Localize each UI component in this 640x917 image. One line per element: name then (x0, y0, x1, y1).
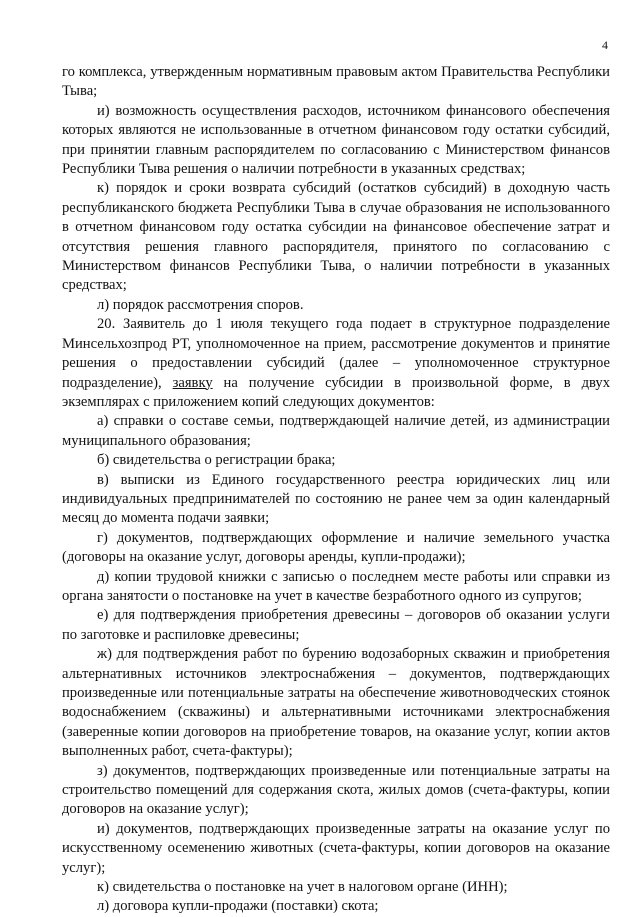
document-item-g: г) документов, подтверждающих оформление и наличие земельного участка (договоры на оказание услуг, договоры аренды, купли-продажи); (62, 529, 610, 566)
document-item-b: б) свидетельства о регистрации брака; (97, 452, 336, 469)
document-item-l: л) договора купли-продажи (поставки) скота; (97, 898, 379, 915)
document-item-a: а) справки о составе семьи, подтверждающей наличие детей, из администрации муниципального образования; (62, 413, 610, 449)
document-item-zh: ж) для подтверждения работ по бурению водозаборных скважин и приобретения альтернативных источников электроснабжения – документов, подтверждающих произведенные или потенциальные затраты на обеспечение животноводческих стоянок водоснабжением (скважины) и альтернативными источниками электроснабжения (заверенные копии договоров на приобретение товаров, на оказание услуг, копии актов выполненных работ, счета-фактуры); (62, 646, 610, 760)
paragraph-20-text-after: на получение субсидии в произвольной форме, в двух экземплярах с приложением копий следующих документов: (62, 374, 611, 410)
page-number: 4 (602, 38, 608, 52)
application-link[interactable]: заявку (172, 374, 213, 391)
document-item-d: д) копии трудовой книжки с записью о последнем месте работы или справки из органа занятости о постановке на учет в качестве безработного одного из супругов; (62, 568, 610, 604)
paragraph-continuation: го комплекса, утвержденным нормативным правовым актом Правительства Республики Тыва; (62, 64, 610, 100)
paragraph-item-i: и) возможность осуществления расходов, источником финансового обеспечения которых являются не использованные в отчетном финансовом году остатки субсидий, при принятии главным распорядителем по согласованию с Министерством финансов Республики Тыва решения о наличии потребности в указанных средствах; (62, 102, 610, 178)
paragraph-item-k: к) порядок и сроки возврата субсидий (остатков субсидий) в доходную часть республиканского бюджета Республики Тыва в случае образования не использованного в отчетном финансовом году остатка субсидии на финансовое обеспечение затрат и отсутствия решения главного распорядителя, принятого по согласованию с Министерством финансов Республики Тыва, о наличии потребности в указанных средствах; (62, 180, 610, 294)
document-item-k: к) свидетельства о постановке на учет в налоговом органе (ИНН); (97, 879, 508, 896)
document-item-e: е) для подтверждения приобретения древесины – договоров об оказании услуги по заготовке и распиловке древесины; (62, 607, 610, 643)
paragraph-20 (62, 315, 610, 412)
document-item-z: з) документов, подтверждающих произведенные или потенциальные затраты на строительство помещений для содержания скота, жилых домов (счета-фактуры, копии договоров на оказание услуг); (62, 762, 610, 818)
paragraph-20-text-before: 20. Заявитель до 1 июля текущего года подает в структурное подразделение Минсельхозпрод РТ, уполномоченное на прием, рассмотрение документов и принятие решения о предоставлении субсидий (далее – уполномоченное структурное подразделение), (62, 316, 610, 391)
document-item-i: и) документов, подтверждающих произведенные затраты на оказание услуг по искусственному осеменению животных (счета-фактуры, копии договоров на оказание услуг); (62, 820, 610, 876)
document-body (62, 63, 610, 917)
document-item-v: в) выписки из Единого государственного реестра юридических лиц или индивидуальных предпринимателей по состоянию не ранее чем за один календарный месяц до момента подачи заявки; (62, 471, 610, 527)
paragraph-item-l: л) порядок рассмотрения споров. (97, 296, 304, 313)
